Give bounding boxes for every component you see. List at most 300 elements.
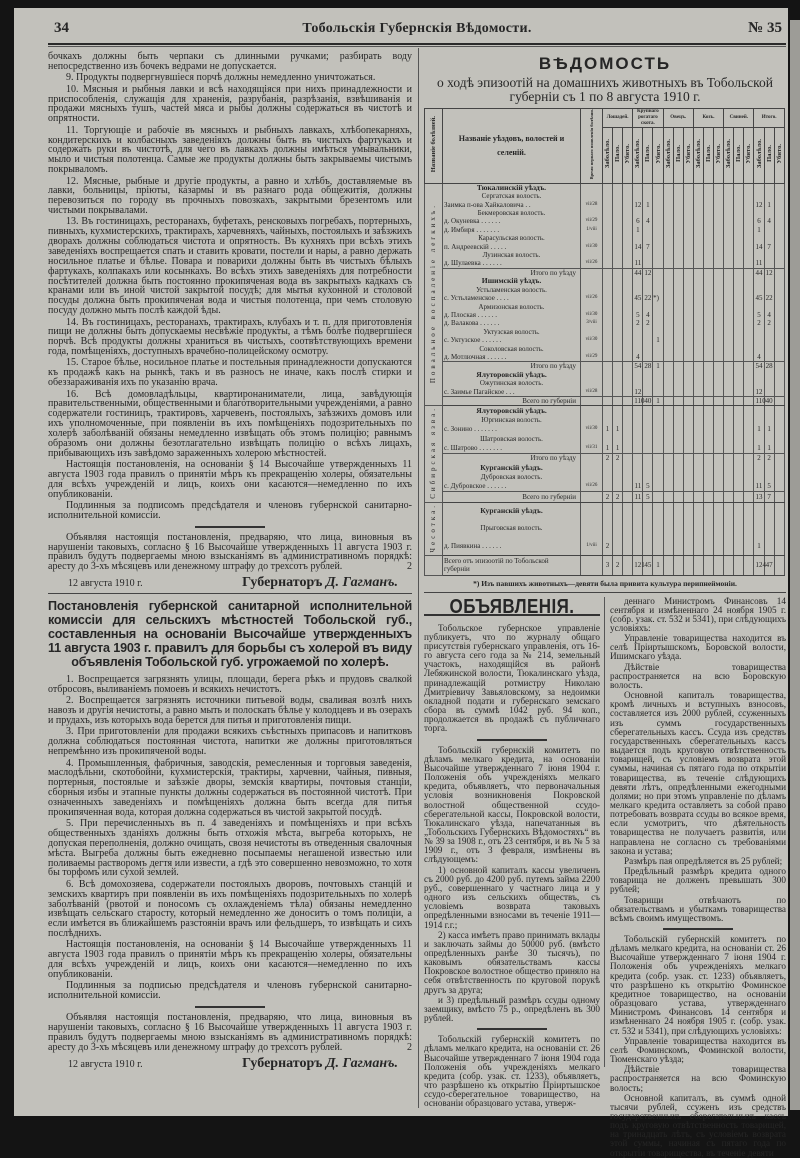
count-cell — [744, 444, 754, 454]
count-cell — [734, 311, 744, 319]
count-cell — [714, 277, 724, 285]
count-cell — [643, 520, 653, 537]
count-cell — [603, 209, 613, 217]
count-cell — [703, 243, 713, 251]
paragraph: 11. Торгующіе и рабочіе въ мясныхъ и рыбныхъ лавкахъ, хлѣбопекарняхъ, кондитерскихъ и колбасныхъ заведеніяхъ должны быть въ чистыхъ фартукахъ и содержать руки въ чистотѣ, для чего въ лавкахъ должны имѣться умывальники, мыло и чистыя полотенца. Самые же продукты должны быть закрываемы чистымъ покрываломъ. — [48, 124, 412, 176]
count-cell — [774, 226, 784, 234]
count-cell — [663, 311, 673, 319]
header-subcol — [603, 128, 613, 184]
count-cell — [774, 328, 784, 336]
section-rule — [48, 593, 412, 594]
count-cell: 1 — [633, 226, 643, 234]
place-name: Всего отъ эпизоотій по Тобольской губерніи — [443, 555, 581, 575]
count-cell — [653, 463, 663, 472]
count-cell — [734, 234, 744, 242]
announcement-paragraph: Тобольскій губернскій комитетъ по дѣламъ мелкаго кредита, на основаніи ст. 26 Высочайше утвержденнаго 7 іюня 1904 года Положенія объ учрежденіяхъ мелкаго кредита (собр. узак. ст. 1233), объявляетъ, что разрѣшено къ открытію Пріиртышское ссудо-сберегательное товарищество, на основаніи образцоваго устава, утверж- — [424, 1034, 600, 1109]
header-subcol-label: Убито. — [624, 143, 632, 164]
count-cell — [633, 425, 643, 434]
count-cell — [754, 434, 764, 443]
count-cell — [643, 379, 653, 387]
section-rule — [424, 592, 786, 593]
paragraph: 14. Въ гостиницахъ, ресторанахъ, трактирахъ, клубахъ и т. п. для приготовленія пищи не должны быть допускаемы несвѣжіе продукты, а тѣмъ болѣе подвергшіеся порчѣ. Всѣ продукты должны храниться въ чистыхъ, соотвѣтствующихъ времени года, помѣщеніяхъ, доступныхъ врачебно-полицейскому осмотру. — [48, 316, 412, 358]
count-cell — [693, 520, 703, 537]
table-row — [425, 286, 785, 294]
adjacent-page-edge — [790, 20, 800, 1110]
count-cell — [714, 336, 724, 344]
count-cell — [764, 406, 774, 416]
count-cell: 2 — [613, 492, 623, 502]
count-cell — [663, 319, 673, 327]
count-cell — [613, 243, 623, 251]
count-cell — [764, 336, 774, 344]
paragraph: Настоящія постановленія, на основаніи § 14 Высочайше утвержденныхъ 11 августа 1903 года правилъ о принятіи мѣръ къ прекращенію холеры, обязательны для всѣхъ учрежденій и лицъ, коихъ они касаются—немедленно по ихъ опубликованіи. — [48, 939, 412, 980]
count-cell — [774, 345, 784, 353]
count-cell: 1 — [754, 226, 764, 234]
announcement-paragraph: Размѣръ пая опредѣляется въ 25 рублей; — [624, 855, 783, 866]
count-cell — [693, 482, 703, 492]
count-cell — [603, 328, 613, 336]
count-cell: 12 — [755, 200, 763, 209]
count-cell — [623, 183, 633, 192]
count-cell — [734, 502, 744, 520]
count-cell — [663, 226, 673, 234]
count-cell — [633, 192, 643, 200]
count-cell: 1 — [754, 425, 764, 434]
count-cell — [603, 371, 613, 379]
count-cell — [623, 251, 633, 259]
count-cell — [754, 406, 764, 416]
separator — [477, 739, 547, 741]
count-cell: 13 — [755, 492, 763, 501]
count-cell — [673, 217, 683, 225]
count-cell — [764, 371, 774, 379]
count-cell: 7 — [764, 492, 774, 502]
count-cell — [774, 277, 784, 285]
table-row — [425, 502, 785, 520]
count-cell — [683, 226, 693, 234]
count-cell — [734, 406, 744, 416]
count-cell — [703, 183, 713, 192]
count-cell — [774, 303, 784, 311]
place-name: Дубровская волость. — [443, 473, 581, 482]
count-cell — [774, 379, 784, 387]
count-cell — [643, 251, 653, 259]
count-cell — [613, 192, 623, 200]
count-cell — [764, 251, 774, 259]
report-title: ВѢДОМОСТЬ — [538, 54, 672, 73]
count-cell — [613, 217, 623, 225]
count-cell — [693, 183, 703, 192]
count-cell — [683, 371, 693, 379]
count-cell — [744, 396, 754, 405]
count-cell — [714, 463, 724, 472]
count-cell: 2 — [603, 492, 613, 502]
count-cell — [623, 388, 633, 397]
count-cell — [734, 226, 744, 234]
table-row — [425, 259, 785, 268]
count-cell — [683, 268, 693, 277]
count-cell — [653, 217, 663, 225]
count-cell — [744, 319, 754, 327]
count-cell — [683, 243, 693, 251]
count-cell — [693, 345, 703, 353]
count-cell — [673, 444, 683, 454]
count-cell — [703, 406, 713, 416]
count-cell — [744, 336, 754, 344]
count-cell — [633, 234, 643, 242]
header-subcol — [734, 128, 744, 184]
count-cell — [673, 201, 683, 209]
count-cell — [774, 201, 784, 209]
count-cell — [703, 379, 713, 387]
count-cell — [734, 396, 744, 405]
count-cell — [764, 183, 774, 192]
announcement-paragraph: Управленіе товарищества находится въ селѣ Пріиртышскомъ, Боровской волости, Ишимскаго уѣзда. — [610, 633, 786, 662]
announcements-heading: ОБЪЯВЛЕНІЯ. — [449, 595, 575, 618]
count-cell — [734, 463, 744, 472]
count-cell — [643, 388, 653, 397]
count-cell — [623, 345, 633, 353]
count-cell — [633, 379, 643, 387]
count-cell — [693, 311, 703, 319]
count-cell — [623, 286, 633, 294]
header-subcol — [754, 128, 764, 184]
count-cell — [714, 251, 724, 259]
count-cell — [623, 537, 633, 555]
count-cell — [643, 473, 653, 482]
count-cell — [714, 259, 724, 268]
count-cell — [613, 319, 623, 327]
count-cell — [613, 259, 623, 268]
count-cell: 40 — [765, 396, 773, 405]
count-cell — [734, 319, 744, 327]
count-cell — [774, 209, 784, 217]
place-name: Всего по губерніи — [443, 492, 581, 502]
count-cell — [613, 226, 623, 234]
count-cell — [734, 482, 744, 492]
count-cell — [613, 328, 623, 336]
count-cell — [734, 453, 744, 463]
count-cell — [744, 353, 754, 362]
disease-name — [425, 502, 443, 555]
count-cell — [673, 319, 683, 327]
count-cell — [683, 294, 693, 302]
count-cell — [673, 371, 683, 379]
count-cell — [774, 425, 784, 434]
count-cell: 1 — [613, 425, 623, 434]
count-cell: 11 — [634, 482, 642, 491]
count-cell — [703, 234, 713, 242]
count-cell — [653, 226, 663, 234]
count-cell — [683, 183, 693, 192]
count-cell — [754, 234, 764, 242]
count-cell — [613, 434, 623, 443]
header-subcol-label: Убито. — [715, 143, 723, 164]
header-subcol-label: Заболѣло. — [725, 139, 733, 169]
count-cell: 2 — [603, 537, 613, 555]
count-cell — [663, 277, 673, 285]
count-cell — [603, 192, 613, 200]
count-cell: 2 — [754, 453, 764, 463]
count-cell — [653, 243, 663, 251]
count-cell — [744, 201, 754, 209]
column-divider — [418, 48, 419, 1108]
count-cell — [764, 303, 774, 311]
count-cell — [653, 371, 663, 379]
header-subcol-label: Пало. — [644, 145, 652, 163]
count-cell — [693, 388, 703, 397]
count-cell — [703, 416, 713, 425]
disease-name — [425, 406, 443, 502]
count-cell — [724, 425, 734, 434]
count-cell — [623, 406, 633, 416]
table-row — [425, 251, 785, 259]
table-row — [425, 319, 785, 327]
first-appearance-date: vii/29 — [581, 353, 603, 362]
count-cell: 2 — [764, 319, 774, 327]
table-row — [425, 234, 785, 242]
count-cell — [774, 183, 784, 192]
count-cell — [734, 473, 744, 482]
count-cell: 4 — [643, 311, 653, 319]
count-cell — [683, 277, 693, 285]
count-cell — [764, 502, 774, 520]
count-cell — [734, 444, 744, 454]
table-row — [425, 482, 785, 492]
count-cell — [724, 251, 734, 259]
count-cell: 1 — [603, 444, 613, 454]
table-row — [425, 371, 785, 379]
count-cell — [714, 520, 724, 537]
place-name: с. Заимье Пагайское . . . — [443, 388, 581, 397]
count-cell — [714, 473, 724, 482]
count-cell — [643, 286, 653, 294]
count-cell — [643, 537, 653, 555]
paragraph: 13. Въ гостиницахъ, ресторанахъ, буфетахъ, ренсковыхъ погребахъ, портерныхъ, пивныхъ, кухмистерскихъ, трактирахъ, харчевняхъ, чайныхъ, постоялыхъ и заѣзжихъ дворахъ должны соблюдаться чистота и опрятность. Въ кухняхъ при всѣхъ этихъ заведеніяхъ воспрещается спать и ставить кровати, постели и нары, а равно держать носильное платье и бѣлье. Повара и поварихи должны быть въ чистыхъ бѣлыхъ фартукахъ, колпакахъ или косынкахъ. Во всѣхъ этихъ заведеніяхъ для потребности посѣтителей должна быть постоянно прокипяченая вода въ закрытыхъ кадкахъ съ кранами или въ иной чистой закрытой посудѣ; для мытья кухонной и столовой посуды должна быть прокипяченая вода и чистыя полотенца, при чемъ столовую посуду должно мыть послѣ каждой ѣды. — [48, 216, 412, 317]
count-cell — [764, 234, 774, 242]
count-cell — [653, 444, 663, 454]
count-cell — [633, 277, 643, 285]
count-cell — [683, 406, 693, 416]
table-footnote: *) Изъ павшихъ животныхъ—девяти была привита культура перипнеймоніи. — [473, 578, 737, 588]
count-cell — [613, 303, 623, 311]
count-cell — [653, 251, 663, 259]
separator — [195, 526, 265, 528]
first-appearance-date — [581, 473, 603, 482]
place-name: д. Валакова . . . . . . — [443, 319, 581, 327]
header-subcol — [633, 128, 643, 184]
count-cell — [734, 520, 744, 537]
count-cell: 14 — [755, 242, 763, 251]
first-appearance-date — [581, 555, 603, 575]
count-cell — [663, 201, 673, 209]
count-cell — [633, 328, 643, 336]
count-cell — [683, 444, 693, 454]
count-cell — [754, 520, 764, 537]
count-cell — [693, 492, 703, 502]
header-disease-label: Названіе болѣзней. — [430, 116, 437, 173]
count-cell — [603, 406, 613, 416]
count-cell — [744, 328, 754, 336]
count-cell — [693, 463, 703, 472]
count-cell — [703, 268, 713, 277]
count-cell — [623, 319, 633, 327]
count-cell — [703, 192, 713, 200]
count-cell — [683, 234, 693, 242]
count-cell — [734, 328, 744, 336]
count-cell — [683, 201, 693, 209]
count-cell — [643, 345, 653, 353]
count-cell: 121 — [633, 555, 643, 575]
header-subcol-label: Заболѣло. — [634, 139, 642, 169]
count-cell — [603, 294, 613, 302]
header-subcol — [693, 128, 703, 184]
count-cell — [724, 286, 734, 294]
count-cell: 4 — [643, 217, 653, 225]
count-cell — [653, 345, 663, 353]
governor-signature: Губернаторъ Д. Гагманъ. — [242, 1055, 398, 1071]
count-cell — [754, 379, 764, 387]
count-cell — [724, 353, 734, 362]
disease-label: Повальное воспаленіе легкихъ. — [429, 203, 438, 384]
count-cell — [774, 268, 784, 277]
count-cell — [764, 537, 774, 555]
paragraph: 1. Воспрещается загрязнять улицы, площади, берега рѣкъ и прудовъ свалкой отбросовъ, выливаніемъ помоевъ и всякихъ нечистотъ. — [48, 673, 412, 695]
count-cell — [663, 362, 673, 371]
announcement-paragraph: Тобольское губернское управленіе публикуетъ, что по журналу общаго присутствія губернскаго управленія, отъ 16-го августа сего года за № 214, земельный участокъ, находящійся въ районѣ Лебяжинской волости, Тюкалинскаго уѣзда, принадлежащій ротмистру Николаю Дмитріевичу Завьяловскому, за недоимки окладной подати и губернскаго земскаго сбора въ суммѣ 1042 руб. 94 коп., продолжается въ продажѣ съ публичнаго торга. — [424, 622, 600, 734]
count-cell — [693, 251, 703, 259]
count-cell — [653, 520, 663, 537]
count-cell: 2 — [613, 555, 623, 575]
count-cell — [663, 353, 673, 362]
count-cell — [683, 345, 693, 353]
count-cell — [714, 226, 724, 234]
governor-notice: Объявляя настоящія постановленія, предваряю, что лица, виновныя въ нарушеніи таковыхъ, согласно § 16 Высочайше утвержденныхъ 11 августа 1903 г. правилъ будутъ подвергаемы мною взысканіямъ въ административномъ порядкѣ: аресту до 3-хъ мѣсяцевъ или денежному штрафу до трехсотъ рублей. 2 — [48, 531, 412, 573]
count-cell — [734, 353, 744, 362]
count-cell — [623, 201, 633, 209]
count-cell — [663, 416, 673, 425]
count-cell — [673, 482, 683, 492]
count-cell — [603, 303, 613, 311]
count-cell — [693, 209, 703, 217]
first-appearance-date: vii/30 — [581, 425, 603, 434]
count-cell — [623, 371, 633, 379]
count-cell — [683, 328, 693, 336]
header-name: Названіе уѣздовъ, волостей и селеній. — [443, 109, 581, 184]
count-cell — [663, 234, 673, 242]
first-appearance-date — [581, 192, 603, 200]
count-cell — [744, 502, 754, 520]
count-cell — [613, 473, 623, 482]
count-cell — [663, 286, 673, 294]
count-cell — [623, 311, 633, 319]
count-cell — [734, 345, 744, 353]
count-cell: 12 — [634, 200, 642, 209]
header-group-4: Свиней. — [724, 109, 754, 128]
count-cell — [774, 463, 784, 472]
count-cell — [633, 371, 643, 379]
count-cell — [754, 328, 764, 336]
count-cell — [653, 379, 663, 387]
table-row — [425, 416, 785, 425]
count-cell — [693, 502, 703, 520]
count-cell — [663, 345, 673, 353]
count-cell — [754, 345, 764, 353]
count-cell — [603, 286, 613, 294]
count-cell — [663, 388, 673, 397]
count-cell — [703, 502, 713, 520]
first-appearance-date: 3/viii — [581, 319, 603, 327]
announcement-paragraph: Тобольскій губернскій комитетъ по дѣламъ мелкаго кредита, на основаніи Высочайше утвержденнаго 7 іюня 1904 г. Положенія объ учрежденіяхъ мелкаго кредита, объявляетъ, что первоначальныя условія возникновенія Покровской волостной общественной ссудо-сберегательной кассы, Покровской волости, Тюкалинскаго уѣзда, напечатанныя въ „Тобольскихъ Губернскихъ Вѣдомостяхъ“ въ № 39 за 1908 г., отъ 23 сентября, и въ № 5 за 1909 г., отъ 3 февраля, измѣнены въ слѣдующемъ: — [424, 744, 600, 865]
first-appearance-date — [581, 453, 603, 463]
count-cell — [744, 473, 754, 482]
first-appearance-date — [581, 502, 603, 520]
count-cell — [673, 209, 683, 217]
count-cell: 44 — [634, 268, 642, 277]
table-row — [425, 473, 785, 482]
count-cell — [603, 319, 613, 327]
count-cell — [653, 328, 663, 336]
count-cell — [703, 328, 713, 336]
count-cell — [734, 259, 744, 268]
table-row — [425, 192, 785, 200]
count-cell: 45 — [634, 294, 642, 303]
count-cell — [744, 251, 754, 259]
count-cell: 12 — [765, 268, 773, 277]
paragraph: 3. При приготовленіи для продажи всякихъ съѣстныхъ припасовъ и напитковъ должна соблюдаться постоянная чистота, напитки же должны приготовляться непремѣнно изъ прокипяченой воды. — [48, 726, 412, 758]
count-cell — [693, 294, 703, 302]
first-appearance-date: vii/30 — [581, 336, 603, 344]
count-cell — [633, 345, 643, 353]
header-subcol — [764, 128, 774, 184]
count-cell — [724, 453, 734, 463]
count-cell: 45 — [643, 555, 653, 575]
count-cell: 11 — [634, 259, 642, 268]
count-cell — [693, 259, 703, 268]
count-cell — [724, 192, 734, 200]
paragraph: 9. Продукты подвергнувшіеся порчѣ должны немедленно уничтожаться. — [66, 72, 376, 84]
count-cell — [633, 183, 643, 192]
count-cell — [623, 259, 633, 268]
count-cell — [734, 192, 744, 200]
first-appearance-date — [581, 303, 603, 311]
count-cell — [703, 294, 713, 302]
place-name: Бекмеровская волость. — [443, 209, 581, 217]
count-cell: 12 — [644, 268, 652, 277]
count-cell — [693, 353, 703, 362]
count-cell — [693, 217, 703, 225]
first-appearance-date — [581, 251, 603, 259]
count-cell — [764, 353, 774, 362]
count-cell — [714, 434, 724, 443]
count-cell — [714, 379, 724, 387]
count-cell — [663, 502, 673, 520]
count-cell — [703, 336, 713, 344]
place-name: Соколовская волость. — [443, 345, 581, 353]
governor-signature: Губернаторъ Д. Гагманъ. — [242, 575, 398, 591]
count-cell — [623, 294, 633, 302]
count-cell — [714, 353, 724, 362]
count-cell — [693, 277, 703, 285]
first-appearance-date — [581, 396, 603, 405]
count-cell — [633, 520, 643, 537]
place-name: Курганскій уѣздъ. — [443, 502, 581, 520]
count-cell — [693, 406, 703, 416]
place-name: Итого по уѣзду — [443, 453, 581, 463]
table-row — [425, 277, 785, 285]
header-subcol — [703, 128, 713, 184]
count-cell — [673, 183, 683, 192]
